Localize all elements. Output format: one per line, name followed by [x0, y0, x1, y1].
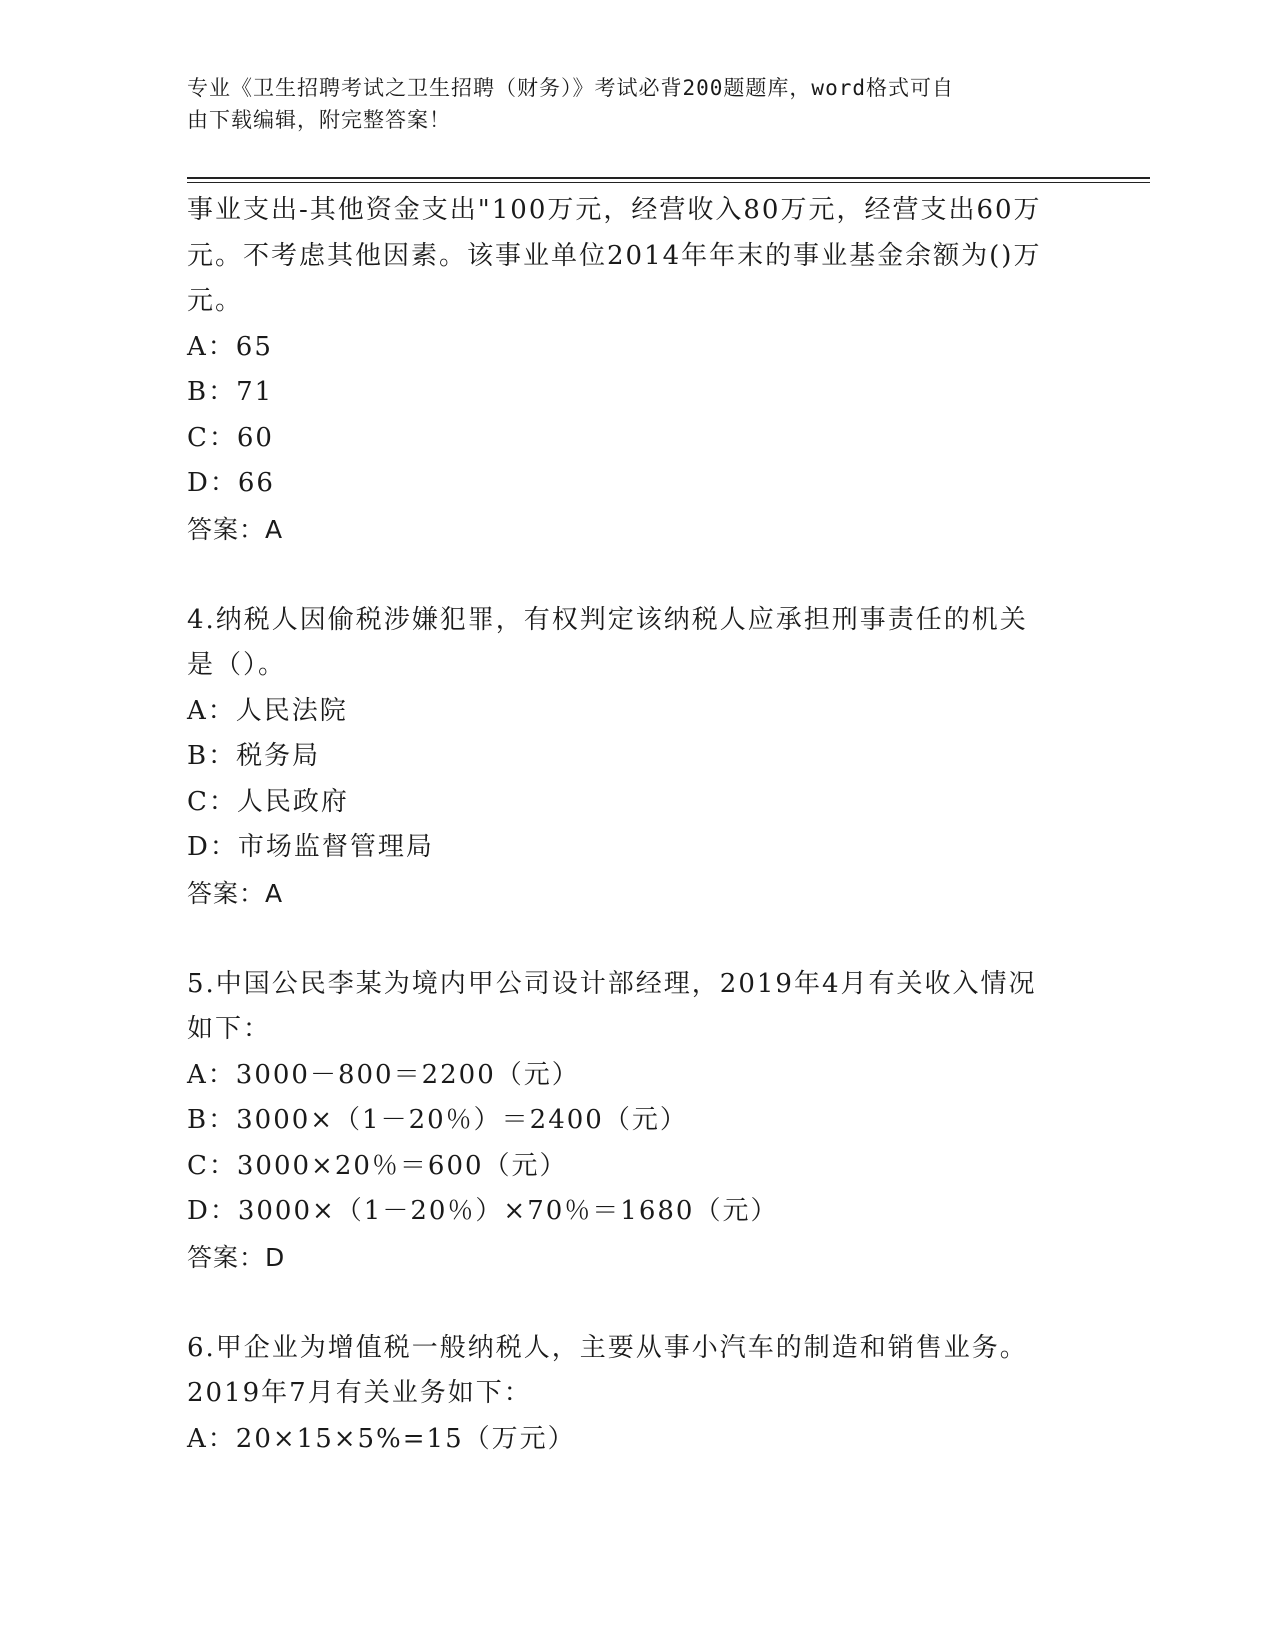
header-line-2: 由下载编辑，附完整答案！ [187, 108, 451, 132]
question-6 [187, 1326, 1087, 1463]
option-c: C：人民政府 [187, 786, 349, 817]
question-stem: 元。 [187, 286, 244, 316]
question-4 [187, 598, 1087, 917]
spacer [187, 552, 1087, 598]
header-divider-thin [187, 182, 1150, 183]
option-a: A：65 [187, 331, 273, 362]
question-stem: 6.甲企业为增值税一般纳税人，主要从事小汽车的制造和销售业务。 [187, 1332, 1028, 1363]
option-a: A：3000－800＝2200（元） [187, 1059, 580, 1090]
question-stem: 元。不考虑其他因素。该事业单位2014年年末的事业基金余额为()万 [187, 240, 1042, 271]
document-header [187, 72, 1087, 136]
spacer [187, 916, 1087, 962]
option-a: A：20×15×5%=15（万元） [187, 1423, 576, 1454]
option-c: C：3000×20％＝600（元） [187, 1150, 568, 1181]
option-d: D：3000×（1－20％）×70％＝1680（元） [187, 1196, 779, 1226]
answer: 答案：A [187, 514, 284, 544]
header-divider-thick [187, 177, 1150, 179]
option-b: B：3000×（1－20％）＝2400（元） [187, 1105, 688, 1135]
question-stem: 2019年7月有关业务如下： [187, 1378, 532, 1408]
option-d: D：市场监督管理局 [187, 832, 434, 862]
question-5 [187, 962, 1087, 1281]
question-stem: 4.纳税人因偷税涉嫌犯罪，有权判定该纳税人应承担刑事责任的机关 [187, 604, 1028, 635]
option-a: A：人民法院 [187, 695, 348, 726]
header-line-1: 专业《卫生招聘考试之卫生招聘（财务）》考试必背200题题库，word格式可自 [187, 76, 954, 100]
question-stem: 是（）。 [187, 650, 287, 680]
question-stem: 5.中国公民李某为境内甲公司设计部经理，2019年4月有关收入情况 [187, 968, 1037, 999]
option-b: B：税务局 [187, 741, 321, 771]
option-c: C：60 [187, 422, 274, 453]
option-b: B：71 [187, 377, 274, 407]
question-3 [187, 188, 1087, 552]
question-stem: 事业支出-其他资金支出"100万元，经营收入80万元，经营支出60万 [187, 195, 1042, 225]
question-stem: 如下： [187, 1014, 272, 1044]
question-list [187, 188, 1087, 1462]
spacer [187, 1280, 1087, 1326]
answer: 答案：D [187, 1242, 286, 1272]
answer: 答案：A [187, 878, 284, 908]
option-d: D：66 [187, 468, 275, 498]
